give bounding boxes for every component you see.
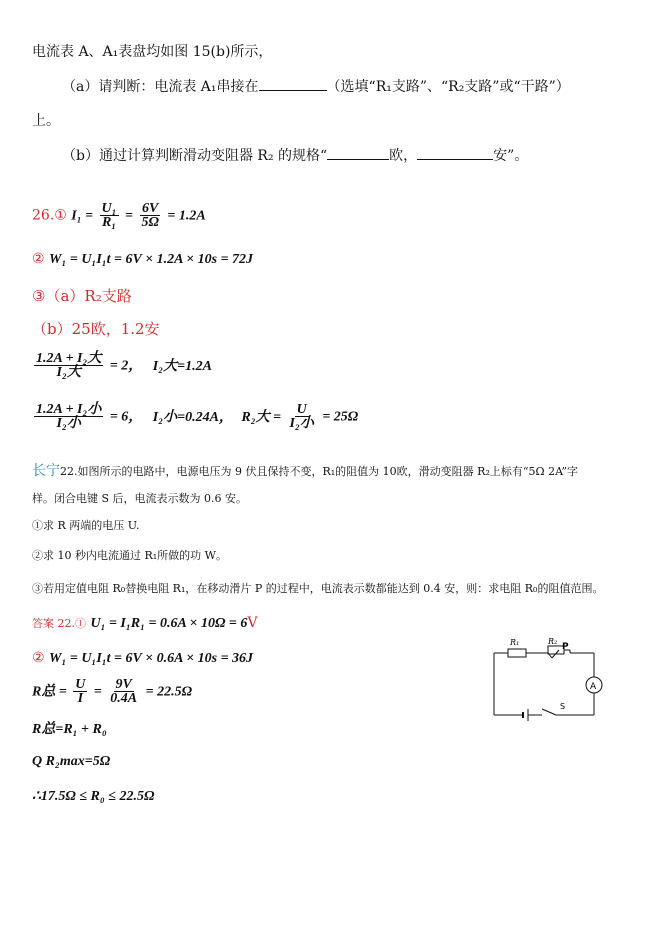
answer-26-eq1-rhs: = 1.2A [167,208,206,224]
answer-26-eq4-frac: $\frac{\text{1.2A + I₂大}}{\text{I₂大}}$ [36,351,102,380]
answer-26-eq1-frac1: $\frac{\text{U₁}}{\text{R₁}}$ [101,201,117,230]
answer-22-eq3-frac2: $\frac{9V}{0.4A}$ [110,677,138,706]
answer-22-eq3-rhs: = 22.5Ω [145,684,193,700]
question-b-text: （b）通过计算判断滑动变阻器 R₂ 的规格“ [62,148,328,164]
answer-26-part-a: （a）R₂支路 [45,287,132,305]
answer-26-marker-1: ① [54,207,67,224]
answer-26-line-5 [32,403,358,430]
problem-line-2 [62,76,570,96]
answer-22-eq2: W₁ = U₁I₁t = 6V × 0.6A × 10s = 36J [49,651,254,666]
label-r1: R₁ [510,638,520,647]
answer-22-eq3-equals: = [93,684,102,700]
answer-22-eq3-lhs: R总 = [32,684,67,700]
q22-question-3: ③若用定值电阻 R₀替换电阻 R₁，在移动滑片 P 的过程中，电流表示数都能达到 0.4 安，则：求电阻 R₀的阻值范围。 [32,582,604,595]
answer-26-number: 26. [32,207,55,224]
answer-26-line-4 [32,352,212,379]
answer-22-eq4: R总=R₁ + R₀ [32,722,107,737]
answer-22-line-1 [32,615,258,632]
answer-22-eq3-frac1: $\frac{U}{I}$ [75,677,86,706]
label-p: P [562,642,569,652]
answer-blank-b2[interactable] [417,146,493,160]
answer-22-line-3 [32,678,192,705]
q22-line-1 [32,460,578,480]
answer-blank-a[interactable] [259,77,327,91]
question-a-options: （选填“R₁支路”、“R₂支路”或“干路”） [326,79,570,95]
answer-22-line-2 [32,650,253,667]
answer-22-eq5: Q R₂max=5Ω [32,754,111,769]
answer-26-marker-2: ② [32,251,45,267]
question-b-unit2: 安”。 [493,148,529,164]
answer-22-marker-2: ② [32,650,45,666]
switch-lever [542,709,556,715]
question-b-unit1: 欧， [389,148,418,164]
question-a-text: （a）请判断：电流表 A₁串接在 [62,79,259,95]
answer-26-line-2 [32,251,253,268]
answer-26-eq1-lhs: I₁ = [71,208,94,224]
answer-22-label: 答案 22.① [32,617,86,630]
problem-line-1: 电流表 A、A₁表盘均如图 15(b)所示， [32,44,273,60]
answer-26-eq5-rhs: = 6， [109,409,143,425]
answer-22-eq1: U₁ = I₁R₁ = 0.6A × 10Ω = 6 [90,616,248,631]
label-ammeter: A [590,682,597,692]
answer-26-line-3 [32,285,132,306]
answer-22-eq1-unit: V [247,615,258,631]
answer-26-marker-3: ③ [32,287,46,305]
label-s: S [560,702,566,711]
answer-26-eq5-r-lhs: R₂大 = [241,409,282,425]
problem-line-4 [62,145,528,165]
answer-26-eq5-r-rhs: = 25Ω [322,409,359,425]
q22-question-2: ②求 10 秒内电流通过 R₁所做的功 W。 [32,549,227,562]
answer-26-eq2: W₁ = U₁I₁t = 6V × 1.2A × 10s = 72J [49,252,254,267]
label-r2: R₂ [548,637,558,646]
answer-26-eq4-rhs: = 2， [109,358,143,374]
q22-region-tag: 长宁 [32,463,60,479]
circuit-diagram [486,633,606,725]
q22-question-1: ①求 R 两端的电压 U. [32,519,140,532]
answer-26-eq4-result: I₂大=1.2A [152,358,212,374]
answer-26-eq5-r-frac: $\frac{U}{\text{I₂小}}$ [289,402,314,431]
q22-stem-1: 22.如图所示的电路中，电源电压为 9 伏且保持不变，R₁的阻值为 10欧，滑动变阻器 R₂上标有“5Ω 2A”字 [60,465,579,478]
q22-line-2: 样。闭合电键 S 后，电流表示数为 0.6 安。 [32,492,248,505]
answer-26-line-1: 26.① I₁ = $\frac{\text{U₁}}{\text{R₁}}$ = $\frac{6V}{5\Omega}$ = 1.2A [32,201,206,230]
answer-blank-b1[interactable] [327,146,389,160]
problem-line-3: 上。 [32,113,60,129]
answer-22-eq6: ∴17.5Ω ≤ R₀ ≤ 22.5Ω [32,789,155,804]
resistor-r1-symbol [508,649,526,657]
answer-26-eq5-result: I₂小=0.24A， [152,409,233,425]
answer-26-eq5-frac: $\frac{\text{1.2A + I₂小}}{\text{I₂小}}$ [36,402,102,431]
answer-26-part-b: （b）25欧，1.2安 [32,320,160,338]
answer-26-eq1-frac2: $\frac{6V}{5\Omega}$ [141,201,159,230]
